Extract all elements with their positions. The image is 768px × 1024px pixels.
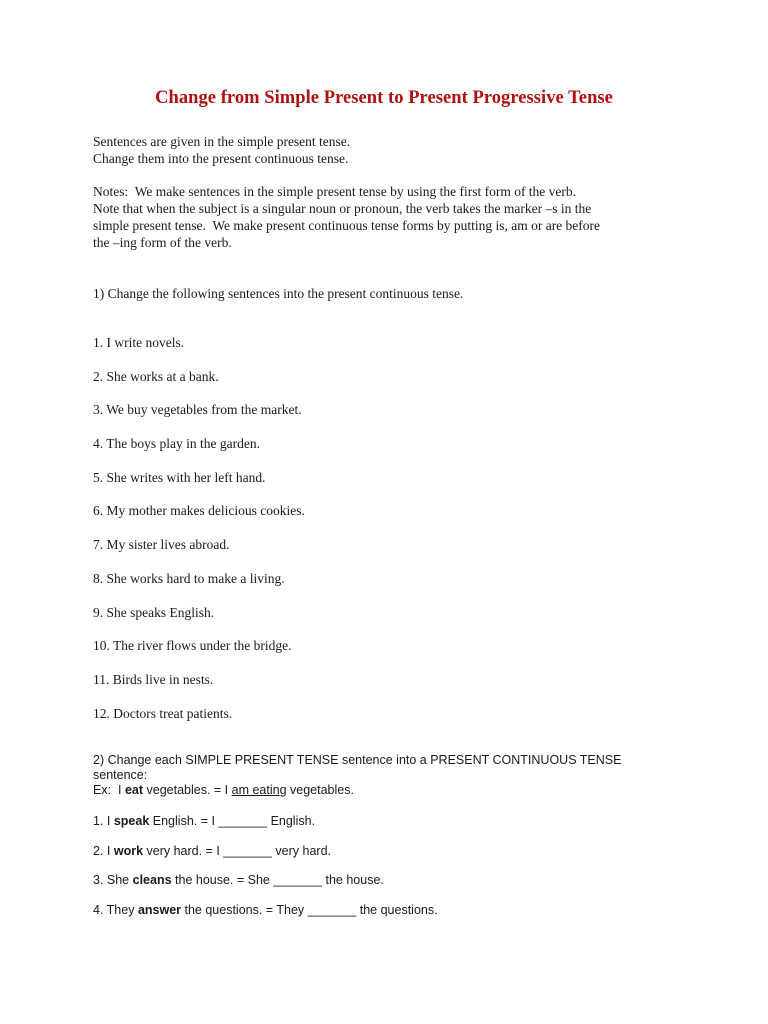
item-suffix: the house. = She _______ the house. xyxy=(171,873,384,887)
intro-paragraph xyxy=(93,133,693,167)
exercise1-item: 8. She works hard to make a living. xyxy=(93,570,285,586)
item-suffix: the questions. = They _______ the questions. xyxy=(181,902,438,917)
item-verb: speak xyxy=(113,814,150,828)
example-middle: vegetables. = I xyxy=(143,783,232,797)
notes-paragraph xyxy=(93,183,693,251)
exercise2-heading-line: 2) Change each SIMPLE PRESENT TENSE sentence into a PRESENT CONTINUOUS TENSE xyxy=(93,753,622,767)
exercise2-item xyxy=(93,814,438,844)
example-suffix: vegetables. xyxy=(286,783,354,797)
exercise2-example xyxy=(93,783,354,798)
exercise2-heading-line: sentence: xyxy=(93,768,148,782)
exercise2-heading xyxy=(93,753,693,783)
exercise1-item: 12. Doctors treat patients. xyxy=(93,705,233,721)
item-verb: answer xyxy=(137,902,182,917)
item-prefix: 4. They xyxy=(93,902,138,917)
exercise1-heading: 1) Change the following sentences into the present continuous tense. xyxy=(93,286,464,301)
item-suffix: English. = I _______ English. xyxy=(149,814,316,828)
item-suffix: very hard. = I _______ very hard. xyxy=(143,843,331,858)
intro-line: Change them into the present continuous tense. xyxy=(93,151,349,166)
exercise1-item: 1. I write novels. xyxy=(93,335,185,350)
exercise1-item: 6. My mother makes delicious cookies. xyxy=(93,503,305,519)
notes-line: simple present tense. We make present continuous tense forms by putting is, am or are before xyxy=(93,218,601,233)
exercise1-item: 9. She speaks English. xyxy=(93,604,215,620)
item-prefix: 2. I xyxy=(93,843,114,858)
notes-line: Note that when the subject is a singular noun or pronoun, the verb takes the marker –s in the xyxy=(93,201,592,216)
notes-line: Notes: We make sentences in the simple present tense by using the first form of the verb. xyxy=(93,184,577,199)
item-verb: work xyxy=(113,843,144,858)
exercise2-item xyxy=(93,844,438,874)
exercise1-item: 4. The boys play in the garden. xyxy=(93,436,260,452)
exercise1-item: 3. We buy vegetables from the market. xyxy=(93,402,302,418)
exercise2-item xyxy=(93,873,438,903)
intro-line: Sentences are given in the simple present tense. xyxy=(93,134,351,149)
exercise1-item: 7. My sister lives abroad. xyxy=(93,537,230,553)
example-verb: eat xyxy=(124,783,144,797)
page-title: Change from Simple Present to Present Progressive Tense xyxy=(155,88,613,108)
notes-line: the –ing form of the verb. xyxy=(93,235,232,250)
example-prefix: Ex: I xyxy=(93,783,125,797)
item-prefix: 3. She xyxy=(93,873,133,887)
exercise1-item: 11. Birds live in nests. xyxy=(93,671,214,687)
exercise1-list xyxy=(93,334,305,738)
exercise2-list xyxy=(93,814,438,932)
item-verb: cleans xyxy=(132,873,172,887)
item-prefix: 1. I xyxy=(93,814,114,828)
exercise1-item: 5. She writes with her left hand. xyxy=(93,469,266,485)
example-answer: am eating xyxy=(231,783,287,797)
exercise1-item: 2. She works at a bank. xyxy=(93,368,219,384)
exercise2-item xyxy=(93,903,438,933)
exercise1-item: 10. The river flows under the bridge. xyxy=(93,638,292,654)
